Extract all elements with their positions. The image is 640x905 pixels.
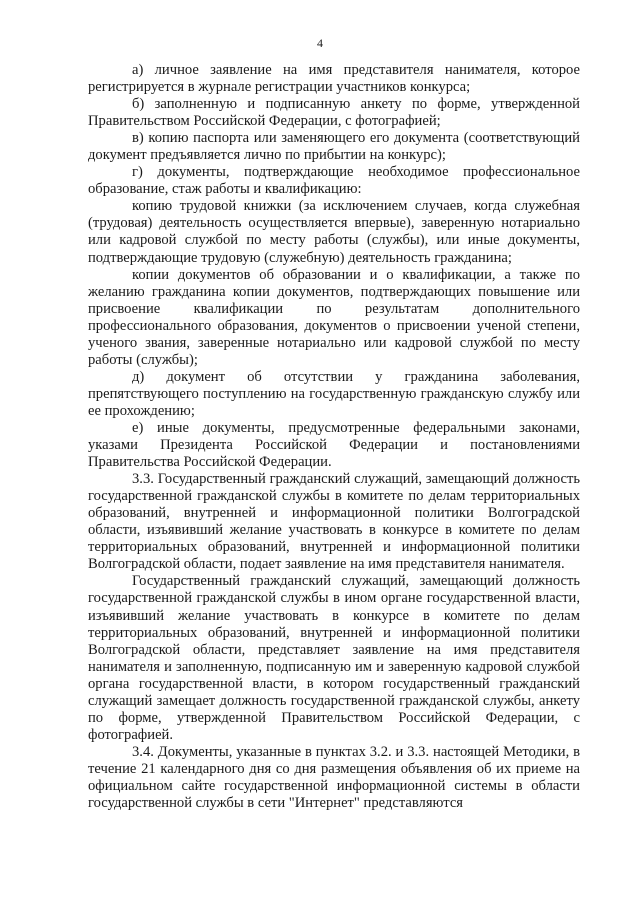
paragraph-education-docs: копии документов об образовании и о квалификации, а также по желанию гражданина копии документов, подтверждающих повышение или присвоение квалификации по результатам дополнительного профессионального образования, документов о присвоении ученой степени, ученого звания, заверенные нотариально или кадровой службой по месту работы (службы); [88,266,580,368]
paragraph-item-a: а) личное заявление на имя представителя нанимателя, которое регистрируется в журнале регистрации участников конкурса; [88,62,580,96]
paragraph-other-organ: Государственный гражданский служащий, замещающий должность государственной гражданской службы в ином органе государственной власти, изъявивший желание участвовать в конкурсе в комитете по делам территориальных образований, внутренней и информационной политики Волгоградской области, представляет заявление на имя представителя нанимателя и заполненную, подписанную им и заверенную кадровой службой органа государственной власти, в котором государственный гражданский служащий замещает должность государственной гражданской службы, анкету по форме, утвержденной Правительством Российской Федерации, с фотографией. [88,573,580,743]
paragraph-3-4: 3.4. Документы, указанные в пунктах 3.2. и 3.3. настоящей Методики, в течение 21 календарного дня со дня размещения объявления об их приеме на официальном сайте государственной информационной системы в области государственной службы в сети "Интернет" представляются [88,743,580,812]
page-number: 4 [317,36,323,50]
paragraph-item-g: г) документы, подтверждающие необходимое профессиональное образование, стаж работы и квалификацию: [88,164,580,198]
paragraph-item-v: в) копию паспорта или заменяющего его документа (соответствующий документ предъявляется лично по прибытии на конкурс); [88,130,580,164]
paragraph-item-e: е) иные документы, предусмотренные федеральными законами, указами Президента Российской Федерации и постановлениями Правительства Российской Федерации. [88,419,580,471]
paragraph-item-d: д) документ об отсутствии у гражданина заболевания, препятствующего поступлению на государственную гражданскую службу или ее прохождению; [88,368,580,419]
paragraph-3-3: 3.3. Государственный гражданский служащий, замещающий должность государственной гражданской службы в комитете по делам территориальных образований, внутренней и информационной политики Волгоградской области, изъявивший желание участвовать в конкурсе в комитете по делам территориальных образований, внутренней и информационной политики Волгоградской области, подает заявление на имя представителя нанимателя. [88,471,580,573]
paragraph-item-b: б) заполненную и подписанную анкету по форме, утвержденной Правительством Российской Федерации, с фотографией; [88,96,580,130]
document-body [88,62,580,812]
paragraph-work-record: копию трудовой книжки (за исключением случаев, когда служебная (трудовая) деятельность осуществляется впервые), заверенную нотариально или кадровой службой по месту работы (службы), или иные документы, подтверждающие трудовую (служебную) деятельность гражданина; [88,198,580,266]
